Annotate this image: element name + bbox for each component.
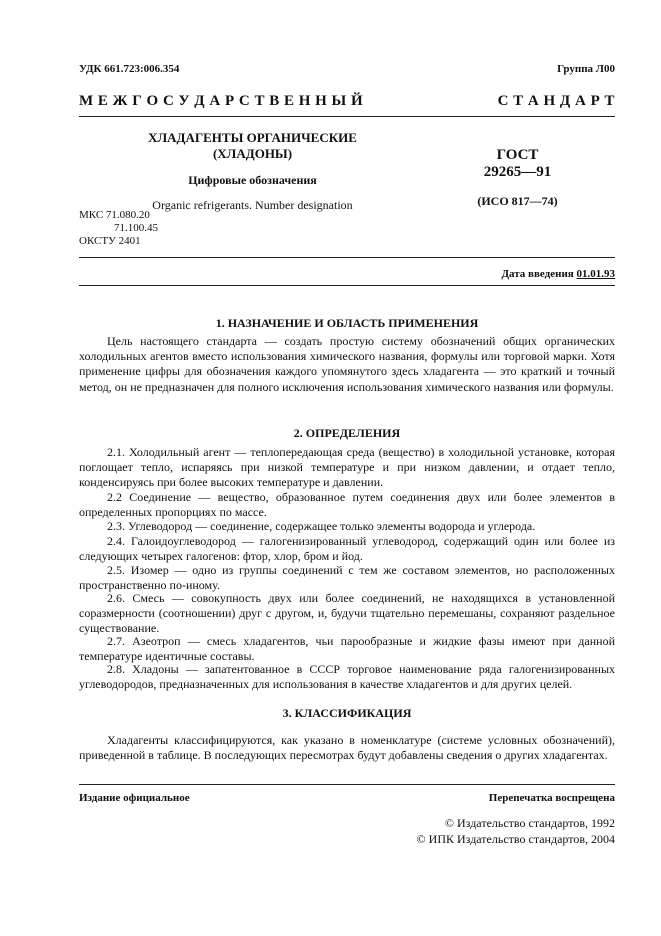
paragraph: 2.6. Смесь — совокупность двух или более соединений, не находящихся в установленной соразмерности (соотношении) друг с другом, и, будучи тщательно перемешаны, сохраняют раздельное существование. [79, 591, 615, 636]
gost-designation [470, 147, 565, 181]
document-title [140, 130, 365, 162]
english-title: Organic refrigerants. Number designation [152, 198, 353, 212]
reprint-prohibited: Перепечатка воспрещена [488, 792, 615, 804]
paragraph: 2.1. Холодильный агент — теплопередающая среда (вещество) в холодильной установке, которая поглощает тепло, испаряясь при низкой температуре и при низком давлении, и отдает тепло, конденсируясь при более высоких температуре и давлении. [79, 445, 615, 490]
date-value: 01.01.93 [576, 268, 615, 280]
standard-word: С Т А Н Д А Р Т [497, 93, 615, 109]
mks-code-1: МКС 71.080.20 [79, 209, 150, 221]
document-subtitle: Цифровые обозначения [188, 173, 317, 187]
iso-reference: (ИСО 817—74) [477, 194, 558, 208]
section-heading: 1. НАЗНАЧЕНИЕ И ОБЛАСТЬ ПРИМЕНЕНИЯ [215, 316, 479, 330]
paragraph: Хладагенты классифицируются, как указано в номенклатуре (системе условных обозначений), приведенной в таблице. В последующих пересмотрах будут добавлены сведения о других хладагентах. [79, 733, 615, 763]
udk-code: УДК 661.723:006.354 [79, 63, 180, 75]
paragraph: 2.3. Углеводород — соединение, содержащее только элементы водорода и углерода. [107, 519, 536, 533]
interstate-word: М Е Ж Г О С У Д А Р С Т В Е Н Н Ы Й [79, 93, 364, 109]
group-code: Группа Л00 [557, 63, 615, 75]
paragraph: 2.8. Хладоны — запатентованное в СССР торговое наименование ряда галогенизированных углеводородов, предназначенных для использования в качестве хладагентов и для других целей. [79, 662, 615, 692]
section-heading: 3. КЛАССИФИКАЦИЯ [282, 706, 412, 720]
paragraph: 2.2 Соединение — вещество, образованное путем соединения двух или более элементов в определенных пропорциях по массе. [79, 490, 615, 520]
introduction-date [501, 268, 615, 280]
section-heading: 2. ОПРЕДЕЛЕНИЯ [293, 426, 401, 440]
official-edition: Издание официальное [79, 792, 190, 804]
paragraph: 2.7. Азеотроп — смесь хладагентов, чьи парообразные и жидкие фазы имеют при данной температуре идентичные составы. [79, 634, 615, 664]
title-line-2: (ХЛАДОНЫ) [212, 146, 293, 161]
paragraph: 2.5. Изомер — одно из группы соединений с тем же составом элементов, но расположенных пространственно по-иному. [79, 563, 615, 593]
title-rule [79, 257, 615, 258]
date-label: Дата введения [501, 268, 574, 280]
gost-number: 29265—91 [483, 164, 552, 180]
okstu-code: ОКСТУ 2401 [79, 235, 141, 247]
date-rule [79, 285, 615, 286]
header-rule [79, 116, 615, 117]
interstate-standard-heading [79, 93, 615, 110]
copyright-2004: © ИПК Издательство стандартов, 2004 [416, 832, 615, 846]
footer-rule [79, 784, 615, 785]
copyright-1992: © Издательство стандартов, 1992 [444, 816, 615, 830]
paragraph: 2.4. Галоидоуглеводород — галогенизированный углеводород, содержащий один или более из следующих четырех галогенов: фтор, хлор, бром и йод. [79, 534, 615, 564]
mks-code-2: 71.100.45 [114, 222, 158, 234]
paragraph: Цель настоящего стандарта — создать простую систему обозначений общих органических холодильных агентов вместо использования химического названия, формулы или торговой марки. Хотя применение цифры для обозначения каждого упомянутого здесь хладагента — это краткий и точный метод, он не предназначен для полного исключения использования химического названия или формулы. [79, 334, 615, 394]
title-line-1: ХЛАДАГЕНТЫ ОРГАНИЧЕСКИЕ [148, 130, 357, 145]
classification-codes [79, 209, 158, 248]
gost-label: ГОСТ [496, 147, 539, 163]
